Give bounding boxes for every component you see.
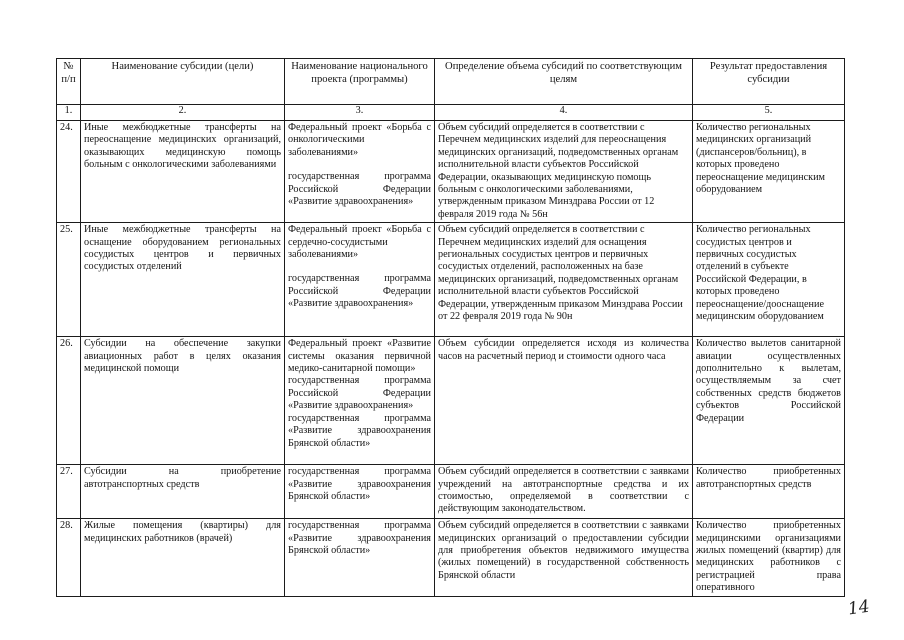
subsidy-name: Иные межбюджетные трансферты на переоснащение медицинских организаций, оказывающих медицинскую помощь больным с онкологическими заболеваниями	[81, 121, 285, 223]
determination-text: Объем субсидий определяется в соответствии с Перечнем медицинских изделий для оснащения региональных сосудистых центров и первичных сосудистых отделений, расположенных на базе медицинских организаций, подведомственных органам исполнительной власти субъектов Российской Федерации, утвержденным приказом Минздрава России от 22 февраля 2019 года № 90н	[435, 223, 693, 337]
determination-text: Объем субсидий определяется в соответствии с Перечнем медицинских изделий для переоснащения медицинских организаций, подведомственных органам исполнительной власти субъектов Российской Федерации, оказывающих медицинскую помощь больным с онкологическими заболеваниями, утвержденным приказом Минздрава России от 12 февраля 2019 года № 56н	[435, 121, 693, 223]
table-header-row	[57, 59, 845, 105]
result-text: Количество приобретенных медицинскими организациями жилых помещений (квартир) для медицинских работников с регистрацией права оперативного	[693, 519, 845, 596]
project-cell	[285, 465, 435, 519]
header-project: Наименование национального проекта (программы)	[285, 59, 435, 105]
project-state-program: государственная программа Российской Федерации «Развитие здравоохранения»	[288, 171, 431, 208]
header-num: № п/п	[57, 59, 81, 105]
subsidies-table	[56, 58, 845, 597]
table-row	[57, 121, 845, 223]
project-regional-program: государственная программа «Развитие здравоохранения Брянской области»	[288, 466, 431, 503]
header-determination: Определение объема субсидий по соответствующим целям	[435, 59, 693, 105]
project-cell	[285, 519, 435, 596]
column-number: 4.	[435, 105, 693, 121]
project-cell	[285, 121, 435, 223]
table-row	[57, 337, 845, 465]
subsidy-name: Иные межбюджетные трансферты на оснащение оборудованием региональных сосудистых центров и первичных сосудистых отделений	[81, 223, 285, 337]
project-regional-program: государственная программа «Развитие здравоохранения Брянской области»	[288, 520, 431, 557]
determination-text: Объем субсидий определяется в соответствии с заявками учреждений на автотранспортные средства и их стоимостью, определяемой в соответствии с действующим законодательством.	[435, 465, 693, 519]
project-state-program: государственная программа Российской Федерации «Развитие здравоохранения»	[288, 375, 431, 412]
result-text: Количество региональных сосудистых центров и первичных сосудистых отделений в субъекте Российской Федерации, в которых проведено переоснащение/дооснащение медицинским оборудованием	[693, 223, 845, 337]
row-number: 24.	[57, 121, 81, 223]
result-text: Количество вылетов санитарной авиации осуществленных дополнительно к вылетам, осуществляемым за счет собственных средств бюджетов субъектов Российской Федерации	[693, 337, 845, 465]
column-number: 2.	[81, 105, 285, 121]
row-number: 25.	[57, 223, 81, 337]
subsidy-name: Субсидии на приобретение автотранспортных средств	[81, 465, 285, 519]
project-federal: Федеральный проект «Борьба с онкологическими заболеваниями»	[288, 122, 431, 158]
determination-text: Объем субсидии определяется исходя из количества часов на расчетный период и стоимости одного часа	[435, 337, 693, 465]
column-number: 3.	[285, 105, 435, 121]
project-regional-program: государственная программа «Развитие здравоохранения Брянской области»	[288, 412, 431, 449]
determination-text: Объем субсидий определяется в соответствии с заявками медицинских организаций о предоставлении субсидии для приобретения объектов недвижимого имущества (жилых помещений) в государственной собственность Брянской области	[435, 519, 693, 596]
table-row	[57, 519, 845, 596]
result-text: Количество приобретенных автотранспортных средств	[693, 465, 845, 519]
row-number: 27.	[57, 465, 81, 519]
subsidy-name: Жилые помещения (квартиры) для медицинских работников (врачей)	[81, 519, 285, 596]
project-federal: Федеральный проект «Развитие системы оказания первичной медико-санитарной помощи»	[288, 338, 431, 375]
row-number: 26.	[57, 337, 81, 465]
result-text: Количество региональных медицинских организаций (диспансеров/больниц), в которых проведено переоснащение медицинским оборудованием	[693, 121, 845, 223]
subsidy-name: Субсидии на обеспечение закупки авиационных работ в целях оказания медицинской помощи	[81, 337, 285, 465]
header-subsidy-name: Наименование субсидии (цели)	[81, 59, 285, 105]
project-federal: Федеральный проект «Борьба с сердечно-сосудистыми заболеваниями»	[288, 224, 431, 261]
project-state-program: государственная программа Российской Федерации «Развитие здравоохранения»	[288, 273, 431, 310]
table-row	[57, 465, 845, 519]
project-cell	[285, 337, 435, 465]
column-numbers-row	[57, 105, 845, 121]
table-row	[57, 223, 845, 337]
row-number: 28.	[57, 519, 81, 596]
handwritten-page-mark: 14	[846, 596, 871, 620]
column-number: 1.	[57, 105, 81, 121]
column-number: 5.	[693, 105, 845, 121]
header-result: Результат предоставления субсидии	[693, 59, 845, 105]
project-cell	[285, 223, 435, 337]
